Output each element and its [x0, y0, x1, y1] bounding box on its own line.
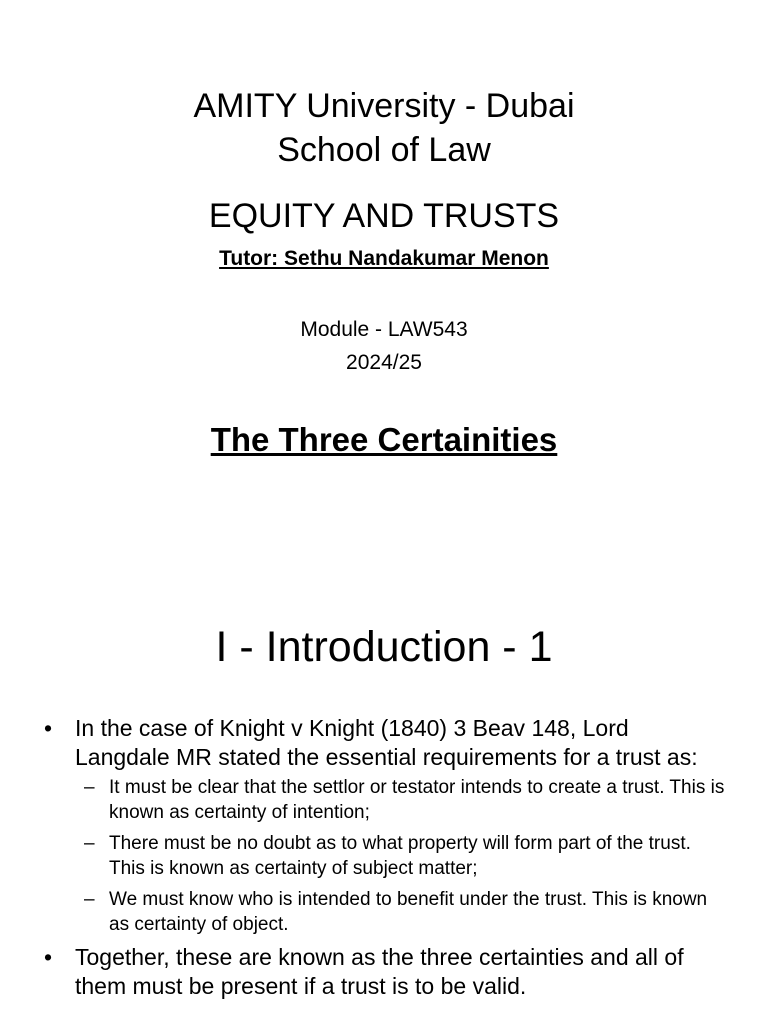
- school-name: School of Law: [277, 131, 491, 169]
- sub-bullet-text: We must know who is intended to benefit under the trust. This is known as certainty of object.: [109, 889, 708, 935]
- module-code: Module - LAW543: [300, 318, 468, 341]
- list-item: [0, 714, 768, 772]
- sub-bullet-text: It must be clear that the settlor or testator intends to create a trust. This is known as certainty of intention;: [109, 777, 725, 823]
- sub-bullet-text: There must be no doubt as to what property will form part of the trust. This is known as certainty of subject matter;: [109, 833, 691, 879]
- module-info: [0, 313, 768, 379]
- sub-bullet-list: [0, 775, 768, 937]
- course-title: EQUITY AND TRUSTS: [208, 197, 560, 235]
- bullet-text: Together, these are known as the three certainties and all of them must be present if a trust is to be valid.: [75, 944, 684, 999]
- bullet-icon: •: [44, 715, 53, 741]
- sub-list-item: [0, 831, 768, 881]
- content-slide: [0, 560, 768, 1024]
- bullet-list: [0, 714, 768, 1001]
- tutor-line: [0, 246, 768, 272]
- dash-icon: –: [84, 777, 95, 798]
- sub-list-item: [0, 775, 768, 825]
- university-name: AMITY University - Dubai: [193, 87, 575, 125]
- slide-title: I - Introduction - 1: [215, 623, 553, 671]
- bullet-text: In the case of Knight v Knight (1840) 3 Beav 148, Lord Langdale MR stated the essential requirements for a trust as:: [75, 715, 698, 770]
- dash-icon: –: [84, 833, 95, 854]
- list-item: [0, 943, 768, 1001]
- bullet-icon: •: [44, 944, 53, 970]
- tutor-name: Tutor: Sethu Nandakumar Menon: [219, 247, 549, 270]
- topic-title: [0, 420, 768, 460]
- university-header: [0, 84, 768, 172]
- topic-text: The Three Certainities: [210, 421, 558, 458]
- dash-icon: –: [84, 889, 95, 910]
- sub-list-item: [0, 887, 768, 937]
- academic-year: 2024/25: [346, 351, 422, 374]
